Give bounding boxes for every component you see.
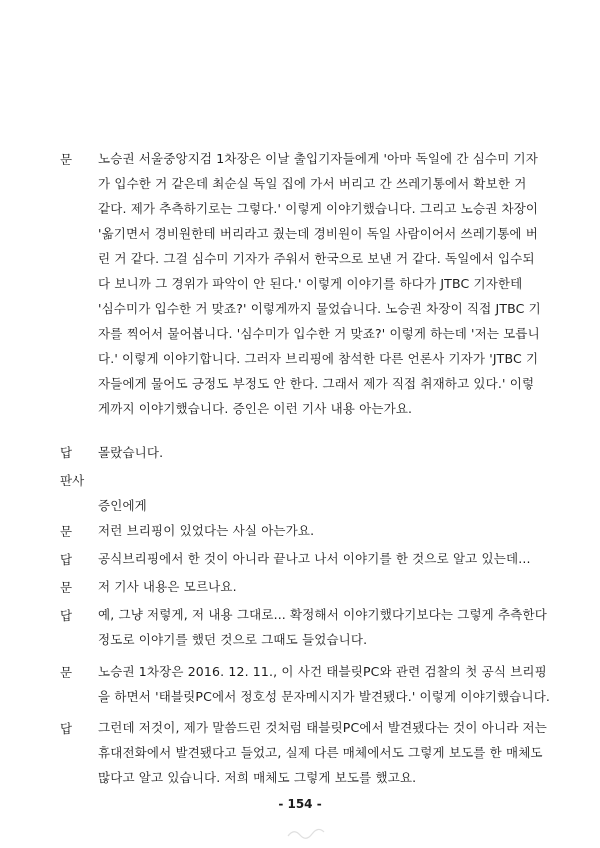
speaker-label: 문	[60, 580, 73, 595]
text-line: 공식브리핑에서 한 것이 아니라 끝나고 나서 이야기를 한 것으로 알고 있는데...	[98, 551, 531, 566]
speaker-label: 문	[60, 152, 73, 167]
text-line: 증인에게	[98, 498, 147, 513]
text-line: 휴대전화에서 발견됐다고 들었고, 실제 다른 매체에서도 그렇게 보도를 한 매체도	[98, 745, 543, 760]
faint-mark-icon	[286, 826, 326, 840]
text-line: 가 입수한 거 같은데 최순실 독일 집에 가서 버리고 간 쓰레기통에서 확보한 거	[98, 176, 527, 191]
text-line: 저 기사 내용은 모르나요.	[98, 579, 237, 594]
text-line: 몰랐습니다.	[98, 445, 164, 460]
question-text	[98, 518, 550, 543]
text-line: 자들에게 물어도 긍정도 부정도 안 한다. 그래서 제가 직접 취재하고 있다.' 이렇	[98, 376, 535, 391]
question-text	[98, 146, 550, 421]
speaker-label: 답	[60, 445, 73, 460]
answer-text	[98, 546, 550, 571]
text-line: '옮기면서 경비원한테 버리라고 줬는데 경비원이 독일 사람이어서 쓰레기통에 버	[98, 226, 538, 241]
text-line: 다.' 이렇게 이야기합니다. 그러자 브리핑에 참석한 다른 언론사 기자가 'JTBC 기	[98, 351, 539, 366]
text-line: 다 보니까 그 경위가 파악이 안 된다.' 이렇게 이야기를 하다가 JTBC 기자한테	[98, 276, 523, 291]
speaker-label: 답	[60, 608, 73, 623]
speaker-label: 문	[60, 665, 73, 680]
question-text	[98, 574, 550, 599]
speaker-label: 답	[60, 552, 73, 567]
text-line: 린 거 같다. 그걸 심수미 기자가 주워서 한국으로 보낸 거 같다. 독일에서 입수되	[98, 251, 535, 266]
text-line: 그런데 저것이, 제가 말씀드린 것처럼 태블릿PC에서 발견됐다는 것이 아니라 저는	[98, 720, 548, 735]
addressee-text	[98, 493, 550, 518]
question-text	[98, 659, 550, 709]
answer-text	[98, 715, 550, 790]
answer-text	[98, 602, 550, 652]
text-line: 저런 브리핑이 있었다는 사실 아는가요.	[98, 523, 315, 538]
text-line: 정도로 이야기를 했던 것으로 그때도 들었습니다.	[98, 632, 368, 647]
answer-text	[98, 440, 550, 465]
speaker-label: 판사	[60, 473, 85, 488]
text-line: 노승권 서울중앙지검 1차장은 이날 출입기자들에게 '아마 독일에 간 심수미 기자	[98, 151, 539, 166]
text-line: 게까지 이야기했습니다. 증인은 이런 기사 내용 아는가요.	[98, 401, 413, 416]
speaker-label: 답	[60, 721, 73, 736]
speaker-label: 문	[60, 524, 73, 539]
text-line: 자를 찍어서 물어봅니다. '심수미가 입수한 거 맞죠?' 이렇게 하는데 '저는 모릅니	[98, 326, 540, 341]
text-line: 노승권 1차장은 2016. 12. 11., 이 사건 태블릿PC와 관련 검찰의 첫 공식 브리핑	[98, 664, 547, 679]
text-line: 을 하면서 '태블릿PC에서 정호성 문자메시지가 발견됐다.' 이렇게 이야기했습니다.	[98, 689, 551, 704]
text-line: 많다고 알고 있습니다. 저희 매체도 그렇게 보도를 했고요.	[98, 770, 417, 785]
text-line: 같다. 제가 추측하기로는 그렇다.' 이렇게 이야기했습니다. 그리고 노승권 차장이	[98, 201, 539, 216]
text-line: '심수미가 입수한 거 맞죠?' 이렇게까지 물었습니다. 노승권 차장이 직접 JTBC 기	[98, 301, 541, 316]
text-line: 예, 그냥 저렇게, 저 내용 그대로... 확정해서 이야기했다기보다는 그렇게 추측한다	[98, 607, 547, 622]
page-number: - 154 -	[278, 797, 322, 811]
